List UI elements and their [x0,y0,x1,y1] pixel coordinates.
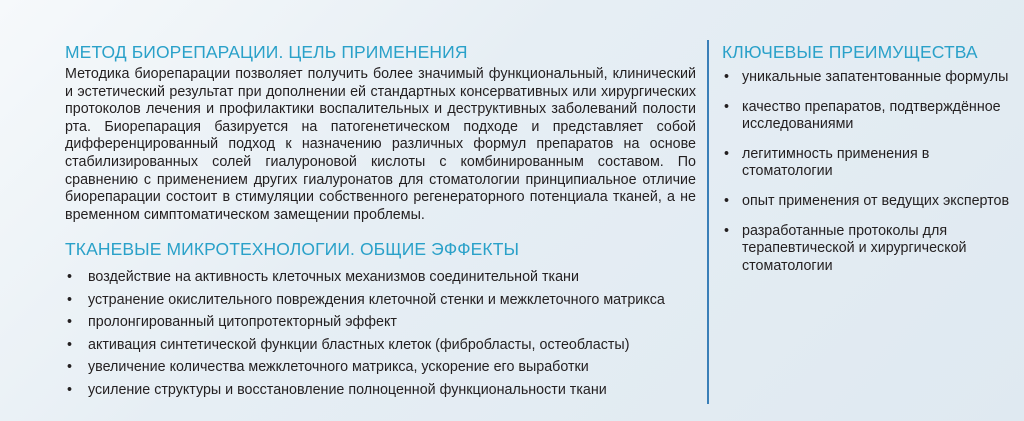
advantage-item: • легитимность применения в стоматологии [722,146,1012,181]
effects-list [65,266,696,401]
advantages-list [722,69,1012,275]
effect-item: • усиление структуры и восстановление полноценной функциональности ткани [65,379,696,402]
effect-item: • воздействие на активность клеточных механизмов соединительной ткани [65,266,696,289]
effect-item: • пролонгированный цитопротекторный эффект [65,311,696,334]
advantage-item: • качество препаратов, подтверждённое исследованиями [722,99,1012,134]
advantage-item: • разработанные протоколы для терапевтической и хирургической стоматологии [722,223,1012,276]
left-column [65,41,696,401]
section-title-key-advantages: КЛЮЧЕВЫЕ ПРЕИМУЩЕСТВА [722,42,978,62]
column-divider [707,40,709,404]
right-column [722,41,1012,287]
biorepair-description: Методика биорепарации позволяет получить более значимый функциональный, клинический и эстетический результат при дополнении ей стандартных консервативных или хирургических протоколов лечения и профилактики воспалительных и деструктивных заболеваний полости рта. Биорепарация базируется на патогенетическом подходе и представляет собой дифференцированный подход к назначению различных формул препаратов на основе стабилизированных солей гиалуроновой кислоты с комбинированным составом. По сравнению с применением других гиалуронатов для стоматологии принципиальное отличие биорепарации состоит в стимуляции собственного регенераторного потенциала тканей, а не временном симптоматическом замещении проблемы. [65,66,696,223]
section-title-biorepair-method: МЕТОД БИОРЕПАРАЦИИ. ЦЕЛЬ ПРИМЕНЕНИЯ [65,42,468,62]
section-title-tissue-microtech: ТКАНЕВЫЕ МИКРОТЕХНОЛОГИИ. ОБЩИЕ ЭФФЕКТЫ [65,239,520,260]
advantage-item: • опыт применения от ведущих экспертов [722,193,1012,211]
effect-item: • увеличение количества межклеточного матрикса, ускорение его выработки [65,356,696,379]
advantage-item: • уникальные запатентованные формулы [722,69,1012,87]
effect-item: • устранение окислительного повреждения клеточной стенки и межклеточного матрикса [65,289,696,312]
effect-item: • активация синтетической функции бластных клеток (фибробласты, остеобласты) [65,334,696,357]
